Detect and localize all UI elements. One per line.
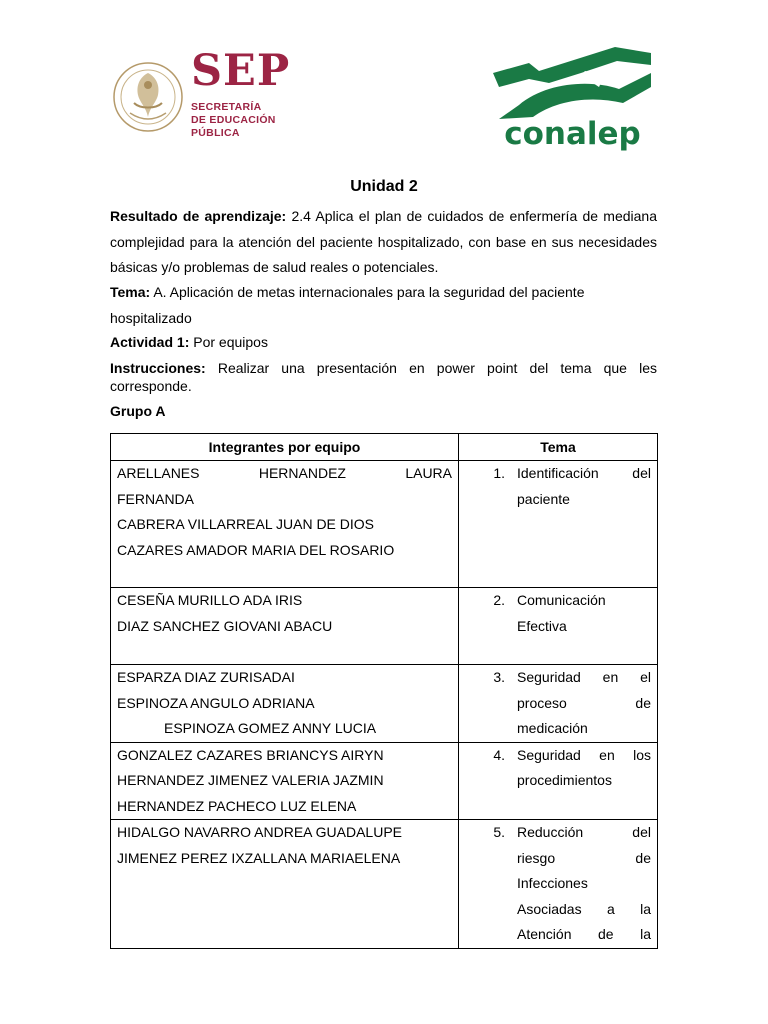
table-row bbox=[111, 742, 658, 820]
member-name: DIAZ SANCHEZ GIOVANI ABACU bbox=[117, 617, 333, 634]
table-row bbox=[111, 820, 658, 949]
document-title: Unidad 2 bbox=[350, 178, 418, 195]
member-name: CESEÑA MURILLO ADA IRIS bbox=[117, 592, 303, 608]
instructions-label: Instrucciones: bbox=[110, 360, 206, 376]
topic-number: 1. bbox=[493, 465, 505, 481]
conalep-emblem-icon bbox=[489, 43, 656, 121]
topic-cell bbox=[459, 820, 658, 949]
topic-line: Seguridad en los bbox=[517, 746, 651, 763]
topic-line: paciente bbox=[517, 490, 570, 507]
member-name: ESPINOZA GOMEZ ANNY LUCIA bbox=[164, 720, 377, 736]
topic-line: Efectiva bbox=[517, 617, 567, 634]
topic-line: Reducción del bbox=[517, 824, 651, 840]
topic-line: procedimientos bbox=[517, 772, 612, 788]
table-row bbox=[111, 588, 658, 665]
table-row bbox=[111, 461, 658, 588]
member-name: CABRERA VILLARREAL JUAN DE DIOS bbox=[117, 516, 375, 532]
member-name: HIDALGO NAVARRO ANDREA GUADALUPE bbox=[117, 824, 402, 840]
topic-line: Comunicación bbox=[517, 592, 606, 608]
sep-subtitle-line-3: PÚBLICA bbox=[191, 127, 240, 139]
topic-text: A. Aplicación de metas internacionales para la seguridad del paciente hospitalizado bbox=[110, 284, 585, 326]
mexican-seal-icon bbox=[110, 43, 186, 151]
instructions-text: Realizar una presentación en power point del tema que les corresponde. bbox=[110, 360, 657, 394]
activity-label: Actividad 1: bbox=[110, 334, 190, 350]
topic-line: proceso de bbox=[517, 694, 651, 711]
member-name: JIMENEZ PEREZ IXZALLANA MARIAELENA bbox=[117, 849, 401, 866]
topic-line: Asociadas a la bbox=[517, 900, 651, 917]
topic-paragraph bbox=[110, 280, 657, 331]
activity-paragraph bbox=[110, 330, 657, 356]
topic-line: Identificación del bbox=[517, 465, 651, 481]
topic-number: 3. bbox=[493, 669, 505, 685]
topic-label: Tema: bbox=[110, 284, 151, 300]
sep-logo bbox=[110, 43, 291, 151]
instructions-paragraph bbox=[110, 359, 657, 395]
topic-column-header: Tema bbox=[459, 434, 658, 461]
table-row bbox=[111, 665, 658, 743]
topic-number: 2. bbox=[493, 592, 505, 608]
topic-cell bbox=[459, 588, 658, 665]
member-name: HERNANDEZ PACHECO LUZ ELENA bbox=[117, 797, 357, 814]
conalep-logo bbox=[489, 43, 656, 151]
members-cell bbox=[111, 461, 459, 588]
member-name: GONZALEZ CAZARES BRIANCYS AIRYN bbox=[117, 746, 384, 763]
member-name: ESPINOZA ANGULO ADRIANA bbox=[117, 694, 315, 711]
sep-subtitle-line-2: DE EDUCACIÓN bbox=[191, 114, 276, 126]
topic-line: Seguridad en el bbox=[517, 669, 651, 685]
topic-line: riesgo de bbox=[517, 849, 651, 866]
members-cell bbox=[111, 665, 459, 743]
topic-line: Atención de la bbox=[517, 926, 651, 942]
member-name: CAZARES AMADOR MARIA DEL ROSARIO bbox=[117, 541, 395, 558]
topic-cell bbox=[459, 461, 658, 588]
learning-outcome-paragraph bbox=[110, 204, 657, 281]
members-cell bbox=[111, 742, 459, 820]
topic-line: Infecciones bbox=[517, 875, 588, 891]
members-cell bbox=[111, 588, 459, 665]
members-cell bbox=[111, 820, 459, 949]
topic-number: 5. bbox=[493, 824, 505, 840]
member-name: ARELLANES HERNANDEZ LAURA bbox=[117, 465, 452, 481]
teams-table bbox=[110, 433, 658, 949]
group-label: Grupo A bbox=[110, 403, 166, 419]
learning-outcome-label: Resultado de aprendizaje: bbox=[110, 208, 287, 224]
table-header-row bbox=[111, 434, 658, 461]
sep-subtitle-line-1: SECRETARÍA bbox=[191, 101, 262, 113]
topic-line: medicación bbox=[517, 720, 588, 736]
conalep-wordmark: conalep bbox=[504, 116, 641, 152]
sep-acronym: SEP bbox=[191, 46, 291, 96]
member-name: ESPARZA DIAZ ZURISADAI bbox=[117, 669, 295, 685]
topic-cell bbox=[459, 665, 658, 743]
learning-outcome-text: 2.4 Aplica el plan de cuidados de enfermería de mediana complejidad para la atención del paciente hospitalizado, con base en sus necesidades básicas y/o problemas de salud reales o potenciales. bbox=[110, 208, 657, 275]
member-name: FERNANDA bbox=[117, 490, 195, 507]
activity-text: Por equipos bbox=[189, 334, 268, 350]
topic-cell bbox=[459, 742, 658, 820]
member-name: HERNANDEZ JIMENEZ VALERIA JAZMIN bbox=[117, 772, 384, 788]
topic-number: 4. bbox=[493, 746, 505, 763]
members-column-header: Integrantes por equipo bbox=[111, 434, 459, 461]
